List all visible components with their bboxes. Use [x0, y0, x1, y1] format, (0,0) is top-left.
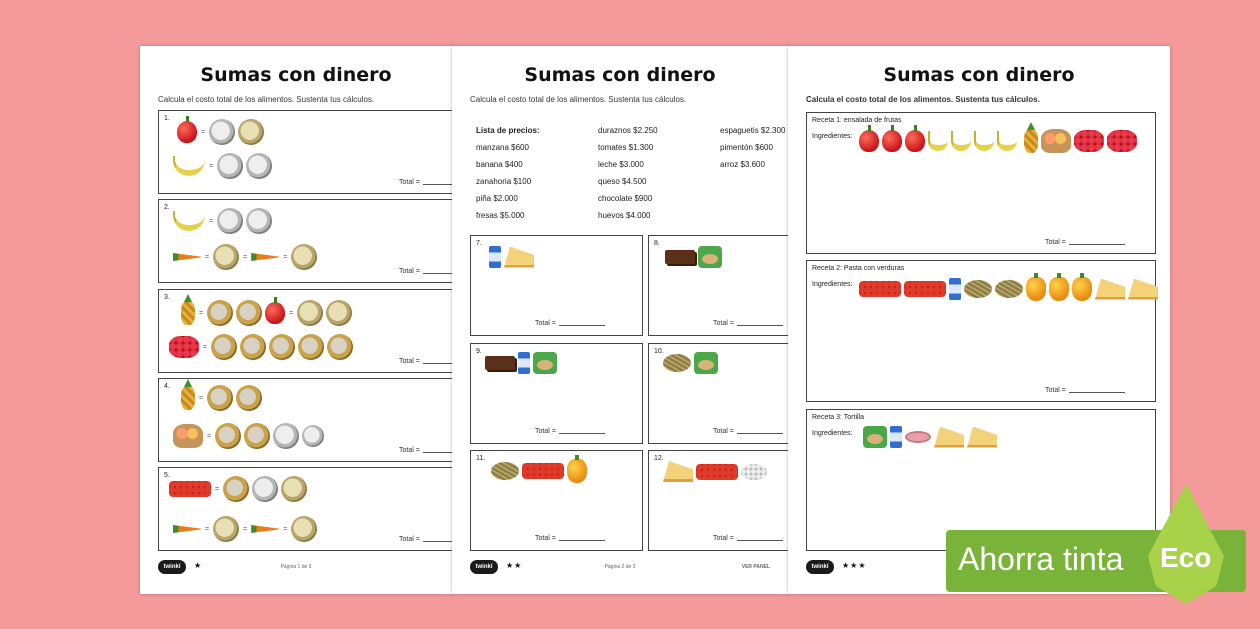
- total-field: Total =: [399, 179, 452, 186]
- ingredients-label: Ingredientes:: [812, 133, 853, 140]
- banana-icon: [997, 131, 1017, 151]
- total-field: Total =: [713, 428, 783, 435]
- eggs-icon: [694, 352, 718, 374]
- chocolate-icon: [665, 250, 695, 264]
- price-item: arroz $3.600: [720, 160, 765, 169]
- page-title: Sumas con dinero: [200, 64, 392, 86]
- coin-icon: [244, 423, 270, 449]
- price-item: queso $4.500: [598, 177, 647, 186]
- ingredients-label: Ingredientes:: [812, 430, 853, 437]
- cheese-icon: [967, 427, 997, 448]
- coin-icon: [217, 153, 243, 179]
- exercise-number: 3.: [164, 294, 170, 301]
- recipe-title: Receta 1: ensalada de frutas: [812, 117, 902, 124]
- recipe-box-2: [806, 260, 1156, 402]
- total-field: Total =: [399, 358, 452, 365]
- exercise-number: 9.: [476, 348, 482, 355]
- tomatoes-icon: [904, 281, 946, 297]
- coin-icon: [215, 423, 241, 449]
- exercise-number: 7.: [476, 240, 482, 247]
- cheese-icon: [504, 247, 534, 268]
- total-field: Total =: [399, 447, 452, 454]
- total-field: Total =: [399, 268, 452, 275]
- banana-icon: [951, 131, 971, 151]
- cheese-icon: [934, 427, 964, 448]
- milk-icon: [890, 426, 902, 448]
- exercise-box-8: [648, 235, 788, 336]
- price-item: duraznos $2.250: [598, 126, 658, 135]
- cheese-icon: [1095, 279, 1125, 300]
- price-item: leche $3.000: [598, 160, 644, 169]
- coin-icon: [236, 300, 262, 326]
- coin-icon: [211, 334, 237, 360]
- price-item: huevos $4.000: [598, 211, 651, 220]
- spaghetti-icon: [995, 280, 1023, 298]
- worksheet-page-2: [452, 46, 788, 594]
- coin-icon: [240, 334, 266, 360]
- banana-icon: [173, 211, 205, 231]
- worksheet-page-3: [788, 46, 1170, 594]
- milk-icon: [949, 278, 961, 300]
- coin-icon: [207, 300, 233, 326]
- rice-icon: [741, 464, 767, 480]
- coin-icon: [246, 153, 272, 179]
- apple-icon: [265, 302, 285, 324]
- pineapple-icon: [1024, 129, 1038, 153]
- apple-icon: [882, 130, 902, 152]
- milk-icon: [489, 246, 501, 268]
- coin-icon: [298, 334, 324, 360]
- coin-icon: [246, 208, 272, 234]
- exercise-box-10: [648, 343, 788, 444]
- coin-icon: [269, 334, 295, 360]
- worksheet-page-1: [140, 46, 452, 594]
- instruction-text: Calcula el costo total de los alimentos. Sustenta tus cálculos.: [806, 95, 1040, 104]
- page-number: Página 2 de 3: [604, 564, 636, 570]
- recipe-title: Receta 2: Pasta con verduras: [812, 265, 905, 272]
- apple-icon: [905, 130, 925, 152]
- eco-badge-text: Ahorra tinta: [958, 541, 1124, 577]
- ham-icon: [905, 431, 931, 443]
- pineapple-icon: [181, 301, 195, 325]
- coin-icon: [302, 425, 324, 447]
- price-item: espaguetis $2.300: [720, 126, 786, 135]
- difficulty-stars: ★★: [506, 561, 523, 570]
- banana-icon: [173, 156, 205, 176]
- spaghetti-icon: [491, 462, 519, 480]
- coin-icon: [209, 119, 235, 145]
- exercise-number: 2.: [164, 204, 170, 211]
- page-number: Página 1 de 3: [280, 564, 312, 570]
- apple-icon: [859, 130, 879, 152]
- twinkl-logo: twinkl: [470, 560, 498, 574]
- coin-icon: [213, 244, 239, 270]
- eggs-icon: [863, 426, 887, 448]
- coin-icon: [236, 385, 262, 411]
- instruction-text: Calcula el costo total de los alimentos. Sustenta tus cálculos.: [158, 95, 375, 104]
- strawberries-icon: [169, 336, 199, 358]
- total-field: Total =: [1045, 387, 1125, 394]
- total-field: Total =: [399, 536, 452, 543]
- carrot-icon: [251, 253, 279, 261]
- exercise-number: 4.: [164, 383, 170, 390]
- tomatoes-icon: [169, 481, 211, 497]
- spaghetti-icon: [964, 280, 992, 298]
- coin-icon: [238, 119, 264, 145]
- banana-icon: [928, 131, 948, 151]
- eggs-icon: [533, 352, 557, 374]
- price-item: zanahoria $100: [476, 177, 532, 186]
- pepper-icon: [1072, 277, 1092, 301]
- coin-icon: [281, 476, 307, 502]
- ingredients-label: Ingredientes:: [812, 281, 853, 288]
- total-field: Total =: [713, 320, 783, 327]
- recipe-box-1: [806, 112, 1156, 254]
- price-item: chocolate $900: [598, 194, 653, 203]
- total-field: Total =: [1045, 239, 1125, 246]
- total-field: Total =: [713, 535, 783, 542]
- total-field: Total =: [535, 320, 605, 327]
- page-footer: [158, 560, 434, 576]
- exercise-number: 10.: [654, 348, 664, 355]
- tomatoes-icon: [522, 463, 564, 479]
- coin-icon: [326, 300, 352, 326]
- pepper-icon: [1026, 277, 1046, 301]
- peaches-icon: [173, 424, 203, 448]
- eco-leaf-label: Eco: [1160, 542, 1212, 573]
- page-title: Sumas con dinero: [524, 64, 716, 86]
- tomatoes-icon: [696, 464, 738, 480]
- exercise-number: 12.: [654, 455, 664, 462]
- cheese-icon: [663, 461, 693, 482]
- peaches-icon: [1041, 129, 1071, 153]
- carrot-icon: [173, 253, 201, 261]
- total-field: Total =: [535, 428, 605, 435]
- pineapple-icon: [181, 386, 195, 410]
- coin-icon: [213, 516, 239, 542]
- exercise-number: 8.: [654, 240, 660, 247]
- coin-icon: [217, 208, 243, 234]
- apple-icon: [177, 121, 197, 143]
- exercise-box-7: [470, 235, 643, 336]
- page-title: Sumas con dinero: [883, 64, 1075, 86]
- exercise-box-1: 1. = = Total =: [158, 110, 452, 194]
- price-item: fresas $5.000: [476, 211, 525, 220]
- difficulty-stars: ★: [194, 561, 203, 570]
- price-item: pimentón $600: [720, 143, 773, 152]
- exercise-box-2: 2. = = = = Total =: [158, 199, 452, 283]
- coin-icon: [327, 334, 353, 360]
- exercise-number: 1.: [164, 115, 170, 122]
- chocolate-icon: [485, 356, 515, 370]
- coin-icon: [252, 476, 278, 502]
- total-field: Total =: [535, 535, 605, 542]
- price-item: manzana $600: [476, 143, 529, 152]
- tomatoes-icon: [859, 281, 901, 297]
- instruction-text: Calcula el costo total de los alimentos. Sustenta tus cálculos.: [470, 95, 687, 104]
- exercise-number: 5.: [164, 472, 170, 479]
- twinkl-logo: twinkl: [158, 560, 186, 574]
- price-item: tomates $1.300: [598, 143, 654, 152]
- exercise-box-5: 5. = = = = Total =: [158, 467, 452, 551]
- carrot-icon: [173, 525, 201, 533]
- spaghetti-icon: [663, 354, 691, 372]
- pepper-icon: [1049, 277, 1069, 301]
- cheese-icon: [1128, 279, 1158, 300]
- page-footer: [470, 560, 770, 576]
- exercise-box-11: [470, 450, 643, 551]
- difficulty-stars: ★★★: [842, 561, 867, 570]
- eggs-icon: [698, 246, 722, 268]
- coin-icon: [273, 423, 299, 449]
- coin-icon: [223, 476, 249, 502]
- strawberries-icon: [1074, 130, 1104, 152]
- coin-icon: [297, 300, 323, 326]
- coin-icon: [207, 385, 233, 411]
- twinkl-logo: twinkl: [806, 560, 834, 574]
- exercise-number: 11.: [476, 455, 486, 462]
- exercise-box-3: 3. = = = Total =: [158, 289, 452, 373]
- banana-icon: [974, 131, 994, 151]
- exercise-box-4: 4. = = Total =: [158, 378, 452, 462]
- strawberries-icon: [1107, 130, 1137, 152]
- coin-icon: [291, 244, 317, 270]
- price-list-heading: Lista de precios:: [476, 126, 540, 135]
- recipe-title: Receta 3: Tortilla: [812, 414, 865, 421]
- pepper-icon: [567, 459, 587, 483]
- coin-icon: [291, 516, 317, 542]
- exercise-box-12: [648, 450, 788, 551]
- footer-right-text: VER PANEL: [741, 564, 770, 570]
- price-item: banana $400: [476, 160, 523, 169]
- milk-icon: [518, 352, 530, 374]
- exercise-box-9: [470, 343, 643, 444]
- carrot-icon: [251, 525, 279, 533]
- price-item: piña $2.000: [476, 194, 518, 203]
